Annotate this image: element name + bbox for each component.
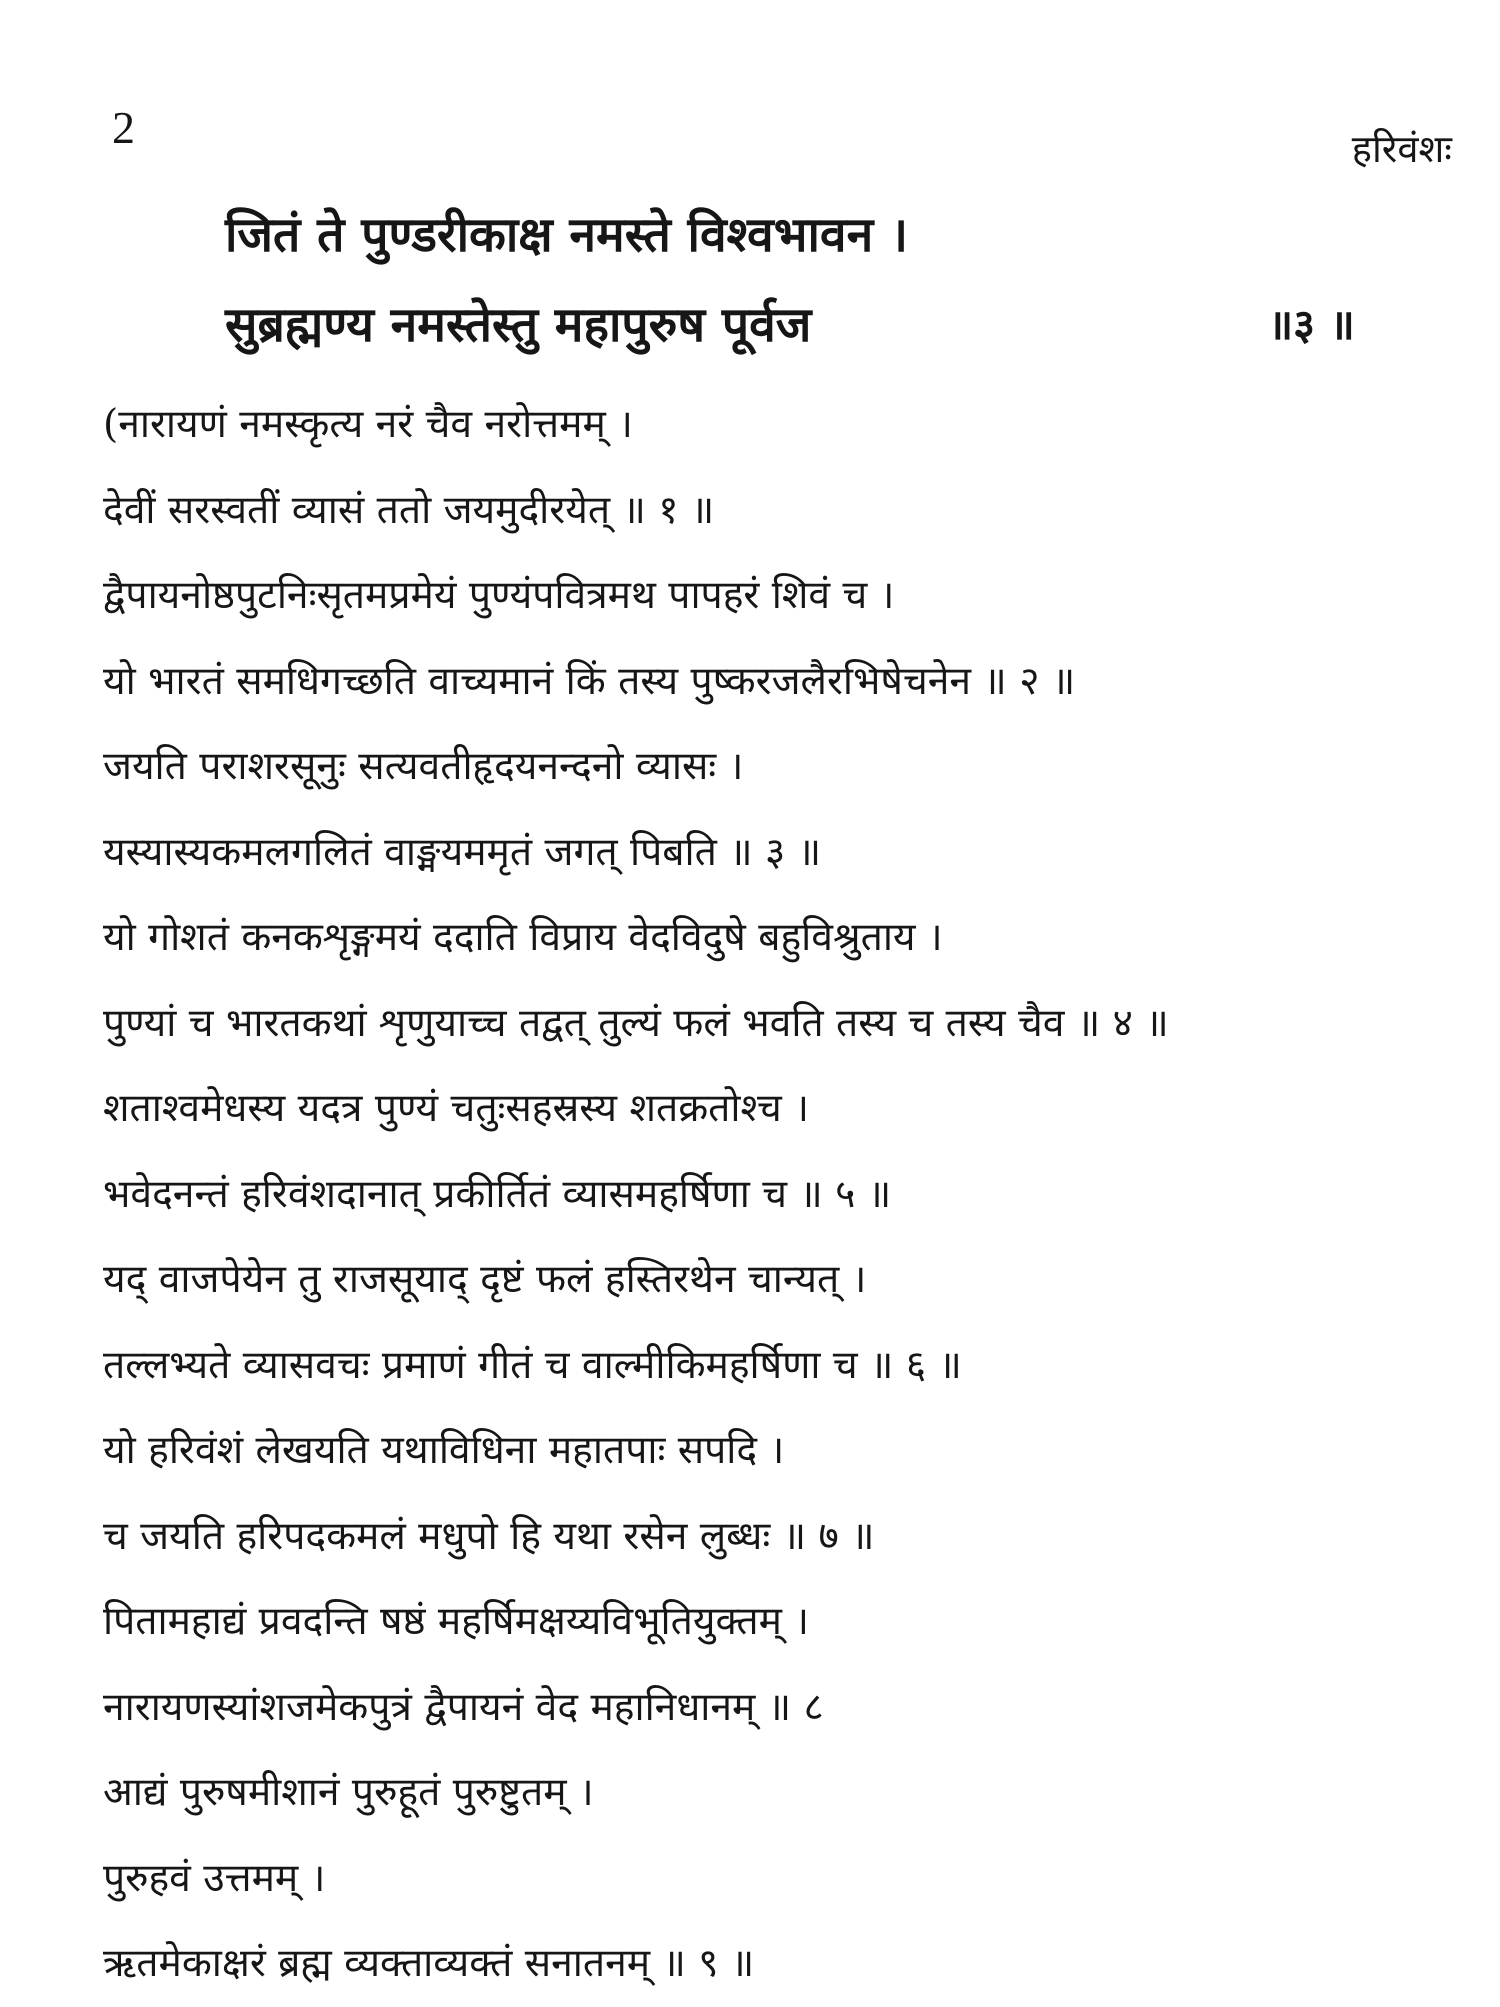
page-number: 2 — [112, 102, 135, 153]
verse-line: ऋतमेकाक्षरं ब्रह्म व्यक्ताव्यक्तं सनातनम् ॥ ९ ॥ — [103, 1941, 755, 1986]
verse-line: यो गोशतं कनकशृङ्गमयं ददाति विप्राय वेदविदुषे बहुविश्रुताय । — [103, 915, 943, 960]
verse-line: शताश्वमेधस्य यदत्र पुण्यं चतुःसहस्रस्य शतक्रतोश्च । — [103, 1086, 809, 1131]
verse-line: भवेदनन्तं हरिवंशदानात् प्रकीर्तितं व्यासमहर्षिणा च ॥ ५ ॥ — [103, 1171, 892, 1217]
heading-verse-line-1: जितं ते पुण्डरीकाक्ष नमस्ते विश्वभावन । — [225, 207, 909, 263]
verse-line: जयति पराशरसूनुः सत्यवतीहृदयनन्दनो व्यासः । — [103, 744, 744, 789]
verse-line: नारायणस्यांशजमेकपुत्रं द्वैपायनं वेद महानिधानम् ॥ ८ — [103, 1684, 824, 1730]
verse-line: यो हरिवंशं लेखयति यथाविधिना महातपाः सपदि । — [103, 1428, 785, 1473]
verse-line: यो भारतं समधिगच्छति वाच्यमानं किं तस्य पुष्करजलैरभिषेचनेन ॥ २ ॥ — [103, 658, 1076, 704]
verse-line: यद् वाजपेयेन तु राजसूयाद् दृष्टं फलं हस्तिरथेन चान्यत् । — [103, 1257, 867, 1302]
running-header-title: हरिवंशः — [1351, 127, 1452, 171]
verse-line: आद्यं पुरुषमीशानं पुरुहूतं पुरुष्टुतम् । — [103, 1770, 594, 1815]
verse-body — [103, 382, 1493, 2007]
verse-line: पितामहाद्यं प्रवदन्ति षष्ठं महर्षिमक्षय्यविभूतियुक्तम् । — [103, 1599, 810, 1644]
verse-line: तल्लभ्यते व्यासवचः प्रमाणं गीतं च वाल्मीकिमहर्षिणा च ॥ ६ ॥ — [103, 1342, 962, 1388]
verse-line: यस्यास्यकमलगलितं वाङ्मयममृतं जगत् पिबति ॥ ३ ॥ — [103, 829, 822, 875]
heading-verse-number: ॥३ ॥ — [1268, 300, 1355, 349]
verse-line: पुण्यां च भारतकथां शृणुयाच्च तद्वत् तुल्यं फलं भवति तस्य च तस्य चैव ॥ ४ ॥ — [103, 1000, 1169, 1046]
verse-line: च जयति हरिपदकमलं मधुपो हि यथा रसेन लुब्धः ॥ ७ ॥ — [103, 1513, 875, 1559]
verse-line: (नारायणं नमस्कृत्य नरं चैव नरोत्तमम् । — [103, 402, 633, 447]
verse-line: द्वैपायनोष्ठपुटनिःसृतमप्रमेयं पुण्यंपवित्रमथ पापहरं शिवं च । — [103, 573, 895, 618]
heading-verse-line-2: सुब्रह्मण्य नमस्तेस्तु महापुरुष पूर्वज — [225, 297, 812, 353]
verse-line: पुरुहवं उत्तमम् । — [103, 1855, 326, 1901]
verse-line: देवीं सरस्वतीं व्यासं ततो जयमुदीरयेत् ॥ १ ॥ — [103, 487, 715, 533]
